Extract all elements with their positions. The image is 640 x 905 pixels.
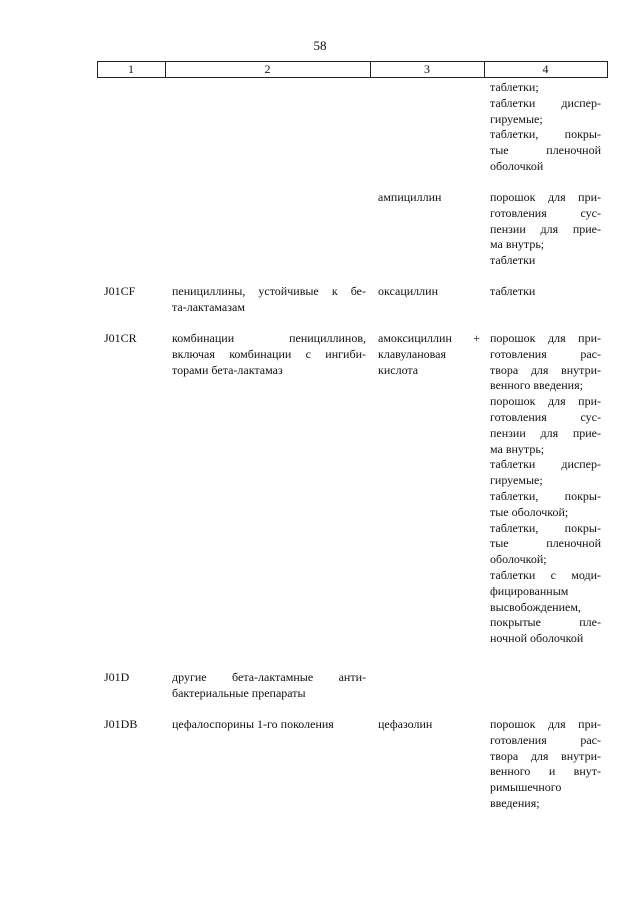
group-line: комбинации пенициллинов, [172, 331, 366, 345]
forms-line: таблетки, покры- [490, 127, 601, 142]
forms-line: пензии для прие- [490, 221, 601, 236]
forms-line: оболочкой; [490, 552, 547, 567]
column-divider [607, 62, 608, 77]
atc-code: J01CF [104, 284, 136, 298]
forms-line: пензии для прие- [490, 425, 601, 440]
column-header-1: 1 [128, 62, 134, 76]
forms-line: высвобождением, [490, 599, 581, 614]
group-line: включая комбинации с ингиби- [172, 346, 366, 361]
drug-name [378, 331, 480, 378]
drug-line: оксациллин [378, 284, 438, 298]
forms-line: тые оболочкой; [490, 504, 569, 519]
pharmacological-group [172, 670, 366, 702]
forms-line: таблетки с моди- [490, 567, 601, 582]
forms-line: готовления рас- [490, 346, 601, 361]
forms-line: таблетки, покры- [490, 520, 601, 535]
forms-line: венного и внут- [490, 764, 601, 779]
forms-line: готовления сус- [490, 409, 601, 424]
forms-line: тые пленочной [490, 143, 601, 158]
column-header-4: 4 [542, 62, 549, 76]
forms-line: введения; [490, 795, 540, 810]
dosage-forms [490, 190, 601, 269]
drug-line: ампициллин [378, 190, 442, 204]
dosage-forms [490, 80, 601, 175]
forms-line: таблетки, покры- [490, 488, 601, 503]
group-line: та-лактамазам [172, 299, 245, 314]
column-header-2: 2 [264, 62, 271, 76]
atc-code: J01D [104, 670, 130, 684]
forms-line: порошок для при- [490, 717, 601, 731]
forms-line: ма внутрь; [490, 237, 545, 252]
forms-line: порошок для при- [490, 331, 601, 345]
forms-line: таблетки [490, 253, 536, 268]
atc-code: J01CR [104, 331, 137, 345]
drug-name [378, 717, 480, 733]
dosage-forms [490, 284, 601, 300]
forms-line: таблетки; [490, 80, 539, 94]
forms-line: таблетки диспер- [490, 457, 601, 472]
forms-line: тые пленочной [490, 536, 601, 551]
pharmacological-group [172, 284, 366, 316]
forms-line: оболочкой [490, 158, 544, 173]
drug-line: амоксициллин + [378, 331, 480, 345]
forms-line: ночной оболочкой [490, 631, 584, 646]
forms-line: покрытые пле- [490, 615, 601, 630]
drug-line: цефазолин [378, 717, 433, 731]
forms-line: венного введения; [490, 378, 583, 393]
forms-line: фицированным [490, 583, 569, 598]
forms-line: твора для внутри- [490, 748, 601, 763]
group-line: пенициллины, устойчивые к бе- [172, 284, 366, 298]
column-header-3: 3 [424, 62, 430, 76]
forms-line: порошок для при- [490, 394, 601, 409]
group-line: торами бета-лактамаз [172, 362, 283, 377]
forms-line: таблетки [490, 284, 536, 298]
forms-line: таблетки диспер- [490, 95, 601, 110]
drug-line: кислота [378, 362, 419, 377]
forms-line: гируемые; [490, 473, 543, 488]
group-line: бактериальные препараты [172, 685, 306, 700]
group-line: цефалоспорины 1-го поколения [172, 717, 334, 731]
page-number: 58 [313, 38, 327, 53]
dosage-forms [490, 717, 601, 812]
forms-line: готовления рас- [490, 732, 601, 747]
pharmacological-group [172, 717, 366, 733]
forms-line: ма внутрь; [490, 441, 545, 456]
forms-line: гируемые; [490, 111, 543, 126]
table-header-bottom-border [97, 77, 608, 78]
drug-name [378, 284, 480, 300]
forms-line: порошок для при- [490, 190, 601, 204]
forms-line: твора для внутри- [490, 362, 601, 377]
group-line: другие бета-лактамные анти- [172, 670, 366, 684]
pharmacological-group [172, 331, 366, 378]
drug-name [378, 190, 480, 206]
forms-line: римышечного [490, 780, 562, 795]
drug-line: клавулановая [378, 346, 446, 361]
forms-line: готовления сус- [490, 205, 601, 220]
dosage-forms [490, 331, 601, 647]
atc-code: J01DB [104, 717, 138, 731]
